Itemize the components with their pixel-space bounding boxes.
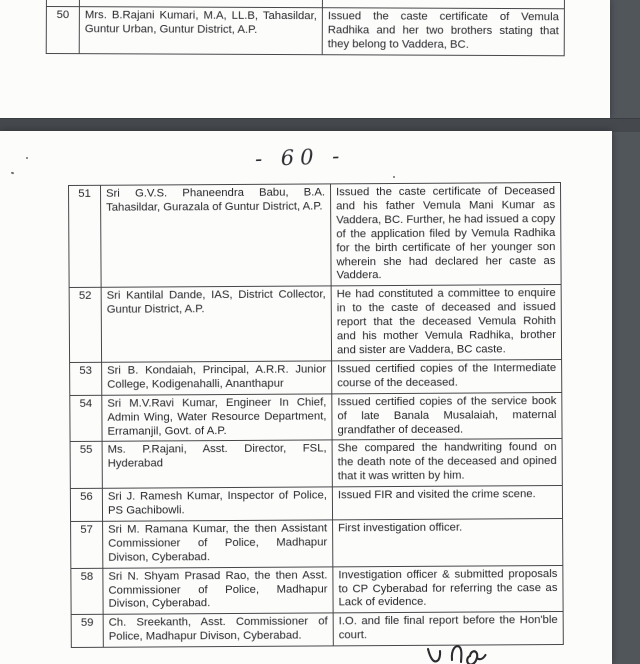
- table-row: [71, 518, 563, 568]
- person-cell: Ch. Sreekanth, Asst. Commissioner of Police, Madhapur Divison, Cyberabad.: [103, 613, 333, 647]
- action-cell: Issued certified copies of the service book of late Banala Musalaiah, maternal grandfather of deceased.: [332, 392, 562, 440]
- row-number: 57: [71, 521, 103, 568]
- row-number: 51: [69, 185, 102, 288]
- page-60: [0, 131, 612, 664]
- row-number: 53: [70, 362, 102, 395]
- person-cell: Sri J. Ramesh Kumar, Inspector of Police, PS Gachibowli.: [102, 487, 332, 521]
- table-row: [71, 565, 563, 615]
- scan-speck: [26, 157, 28, 159]
- table-row: [70, 486, 562, 522]
- table-row: [69, 285, 561, 363]
- witness-table-page-60: [68, 182, 564, 648]
- row-number: 59: [71, 615, 103, 648]
- table-row: [70, 439, 562, 489]
- person-cell: Sri G.V.S. Phaneendra Babu, B.A. Tahasildar, Gurazala of Guntur District, A.P.: [101, 184, 332, 288]
- row-number: 54: [70, 395, 102, 442]
- row-number: 50: [46, 7, 79, 54]
- action-cell: Issued certified copies of the Intermediate course of the deceased.: [332, 359, 562, 393]
- action-cell: I.O. and file final report before the Hon'ble court.: [333, 612, 563, 646]
- table-row: [46, 7, 564, 56]
- signature-mark: [418, 641, 508, 664]
- person-cell: Sri B. Kondaiah, Principal, A.R.R. Junior College, Kodigenahalli, Ananthapur: [102, 361, 332, 395]
- handwritten-page-number: - 60 -: [254, 143, 346, 172]
- person-cell: Ms. P.Rajani, Asst. Director, FSL, Hyderabad: [102, 440, 332, 488]
- person-cell: Sri M. Ramana Kumar, the then Assistant Commissioner of Police, Madhapur Divison, Cyberabad.: [103, 520, 333, 568]
- table-row: [69, 182, 562, 287]
- row-number: 55: [70, 442, 102, 489]
- action-cell: Issued FIR and visited the crime scene.: [332, 486, 562, 520]
- table-row: [70, 359, 562, 395]
- witness-table-previous-page: [46, 0, 565, 56]
- action-cell: Investigation officer & submitted proposals to CP Cyberabad for referring the case as Lack of evidence.: [333, 565, 563, 613]
- action-cell: She compared the handwriting found on the death note of the deceased and opined that it was written by him.: [332, 439, 562, 487]
- action-cell: He had constituted a committee to enquire in to the caste of deceased and issued report that the deceased Vemula Rohith and his mother Vemula Radhika, brother and sister are Vaddera, BC caste.: [331, 285, 561, 361]
- table-row: [70, 392, 562, 442]
- page-gap: [0, 118, 640, 132]
- action-cell: First investigation officer.: [333, 518, 563, 566]
- row-number: 56: [70, 488, 102, 521]
- person-cell: Sri Kantilal Dande, IAS, District Collector, Guntur District, A.P.: [101, 286, 331, 362]
- person-cell: Mrs. B.Rajani Kumari, M.A, LL.B, Tahasildar, Guntur Urban, Guntur District, A.P.: [79, 7, 322, 55]
- row-number: 52: [69, 288, 101, 363]
- previous-page-fragment: [0, 0, 610, 118]
- row-number: 58: [71, 568, 103, 615]
- action-cell: Issued the caste certificate of Deceased and his father Vemula Mani Kumar as Vaddera, BC. Further, he had issued a copy of the application filed by Vemula Radhika for the birth certificate of her younger son wherein she had declared her caste as Vaddera.: [330, 182, 561, 286]
- scan-speck: [393, 176, 395, 178]
- person-cell: Sri M.V.Ravi Kumar, Engineer In Chief, Admin Wing, Water Resource Department, Erramanjil, Govt. of A.P.: [102, 394, 332, 442]
- scan-speck: [11, 172, 15, 175]
- person-cell: Sri N. Shyam Prasad Rao, the then Asst. Commissioner of Police, Madhapur Divison, Cyberabad.: [103, 567, 333, 615]
- action-cell: Issued the caste certificate of Vemula Radhika and her two brothers stating that they belong to Vaddera, BC.: [322, 8, 564, 56]
